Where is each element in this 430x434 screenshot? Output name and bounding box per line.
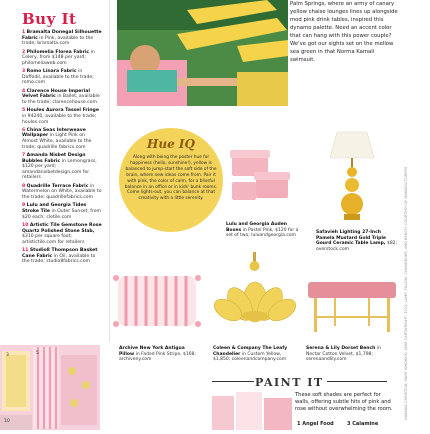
paint-item-3: 3 Calamine: [347, 421, 379, 427]
product-chandelier-caption: [213, 346, 297, 363]
buy-item-number: 2: [22, 49, 26, 55]
product-boxes-desc: in Pastel Pink, $120 for a set of two; luluandgeorgia.com: [226, 227, 299, 239]
hue-iq-text: Along with being the poster hue for happiness (hello, sunshine!), yellow is balanced to jump-start the soft side of the brain, where new ideas come from. Pair it with pink, the color of calm, for a blissful balance in an office or in kids' bunk rooms. Come lights-out, you can balance at that creativity with a little serenity.: [124, 155, 218, 202]
buy-item-name: Artistic Tile Gemstone Rose Quartz Polished Stone Slab,: [22, 222, 102, 234]
buy-item-desc: in Daffodil, available to the trade; romo.com: [22, 69, 94, 86]
buy-item-name: Clarence House Imperial Velvet Fabric: [22, 88, 90, 100]
buy-item-name: Lulu and Georgia Tides Stroke Tile: [22, 203, 87, 214]
buy-item-number: 4: [22, 88, 26, 94]
hero-photo: [117, 0, 288, 106]
buy-item-desc: in Outer Sunset, from $20 each; cletile.com: [22, 209, 101, 220]
buy-list-item: [22, 248, 102, 265]
buy-list-item: [22, 89, 102, 106]
buy-item-name: Quadrille Terrace Fabric: [26, 183, 89, 189]
buy-list: [22, 30, 102, 268]
buy-item-number: 1: [22, 30, 26, 35]
column-divider: [109, 0, 110, 342]
pink-boxes-art: [228, 140, 290, 218]
buy-item-number: 10: [22, 222, 29, 228]
buy-item-number: 7: [22, 153, 26, 159]
buy-list-item: [22, 108, 102, 125]
buy-item-name: Houles Aurora Tassel Fringe: [26, 108, 99, 114]
buy-item-desc: in Oil, available to the trade; studio8fabrics.com: [22, 253, 96, 265]
hero-photo-art: [117, 0, 288, 106]
product-chandelier-name: Coleen & Company The Leafy Chandelier: [213, 346, 288, 357]
paint-chips: [212, 392, 292, 430]
buy-item-name: Philomelia Florea Fabric: [26, 49, 90, 55]
buy-it-heading: Buy It: [22, 10, 77, 28]
swatch-collage-art: [0, 345, 100, 430]
buy-list-item: [22, 184, 102, 201]
hero-caption-text: Palm Springs, where an army of canary yellow chaise lounges lines up alongside mod pink drink tables, inspired this dynamo palette. Need an accent color that can hang with this power couple? We've got our sights set on the mellow sea green in that Norma Kamali swimsuit.: [290, 1, 398, 63]
swatch-number: 3: [6, 353, 9, 358]
buy-item-desc: in Celery, from $148 per yard; philomeliaweb.com: [22, 49, 95, 66]
buy-list-item: [22, 203, 102, 220]
buy-list-item: [22, 153, 102, 181]
leafy-chandelier-art: [210, 252, 300, 344]
paint-it-title: PAINT IT: [255, 376, 324, 389]
product-boxes-caption: [226, 222, 302, 239]
fabric-swatch-collage: [0, 345, 100, 430]
buy-item-desc: in Lemongrass, $120 per yard; amandanisbetdesign.com for retailers: [22, 158, 97, 181]
buy-item-name: Bramalta Donegal Silhouette Fabric: [22, 30, 102, 41]
product-chandelier-desc: in Custom Yellow, $1,850; coleenandcompany.com: [213, 351, 287, 363]
product-pillow-caption: [119, 346, 199, 363]
buy-list-item: [22, 30, 102, 47]
hue-iq-title: Hue IQ: [147, 137, 195, 151]
buy-item-name: Amanda Nisbet Design Bubbles Fabric: [22, 153, 86, 164]
buy-item-number: 5: [22, 108, 26, 114]
product-boxes-image: [228, 140, 290, 218]
swatch-number: 5: [36, 351, 39, 356]
paint-it-text: These soft shades are perfect for walls, offering subtle hits of pink and rose without overwhelming the room.: [295, 392, 393, 412]
product-lamp-desc: $82; overstock.com: [316, 241, 398, 252]
buy-item-name: Romo Linara Fabric: [26, 69, 77, 75]
photo-credit: AMANDA CHRISTIAN; MARY KINDRICK; AMIE CARTWRIGHT; 2023; LAMP, FILLOW, CHANDELIER, AND BENCH: COURTESY OF MANUFACTURERS: [404, 166, 408, 420]
paint-rule-left: [212, 381, 254, 382]
product-bench-image: [304, 272, 400, 338]
buy-item-number: 6: [22, 127, 26, 133]
buy-item-name: China Seas Interweave Wallpaper: [22, 127, 86, 139]
buy-item-number: 3: [22, 69, 26, 75]
product-bench-name: Serena & Lily Dorset Bench: [306, 346, 376, 351]
buy-item-desc: in Light Pink on Almost White, available to the trade; quadrille fabrics.com: [22, 133, 92, 150]
product-pillow-desc: in Faded Pink Stripe, $168; archiveny.com: [119, 351, 196, 363]
buy-item-number: 9: [22, 203, 26, 209]
product-lamp-name: Safavieh Lighting 27-Inch Pamela Mustard Gold Triple Gourd Ceramic Table Lamp,: [316, 230, 386, 247]
buy-list-item: [22, 50, 102, 67]
product-bench-desc: in Nectar Cotton Velvet, $1,798; serenaandlily.com: [306, 346, 381, 363]
striped-pillow-art: [112, 262, 202, 338]
product-bench-caption: [306, 346, 396, 363]
product-chandelier-image: [210, 252, 300, 344]
buy-item-desc: in Watermelon on White, available to the trade; quadrillefabrics.com: [22, 183, 102, 201]
buy-item-desc: in Ballet, available to the trade; clarencehouse.com: [22, 94, 100, 105]
buy-item-number: 8: [22, 183, 26, 189]
buy-list-item: [22, 223, 102, 245]
swatch-number: 10: [4, 419, 10, 424]
buy-item-desc: $310 per square foot; artistictile.com for retailers: [22, 234, 85, 245]
product-lamp-caption: [316, 230, 400, 252]
product-pillow-image: [112, 262, 202, 338]
product-lamp-image: [322, 128, 382, 228]
buy-list-item: [22, 69, 102, 86]
product-boxes-name: Lulu and Georgia Auden Boxes: [226, 222, 287, 233]
velvet-bench-art: [304, 272, 400, 338]
gourd-lamp-art: [322, 128, 382, 228]
paint-rule-right: [327, 381, 387, 382]
buy-item-desc: in 94240, available to the trade; houles.com: [22, 113, 97, 125]
buy-item-number: 11: [22, 248, 29, 254]
paint-item-1: 1 Angel Food: [297, 421, 334, 427]
buy-item-name: Studio8 Thompson Basket Cane Fabric: [22, 248, 98, 259]
paint-chips-art: [212, 392, 292, 430]
buy-list-item: [22, 128, 102, 150]
product-pillow-name: Archive New York Antigua Pillow: [119, 346, 185, 357]
buy-item-desc: in Pink, available to the trade; bramalta.com: [22, 35, 94, 47]
